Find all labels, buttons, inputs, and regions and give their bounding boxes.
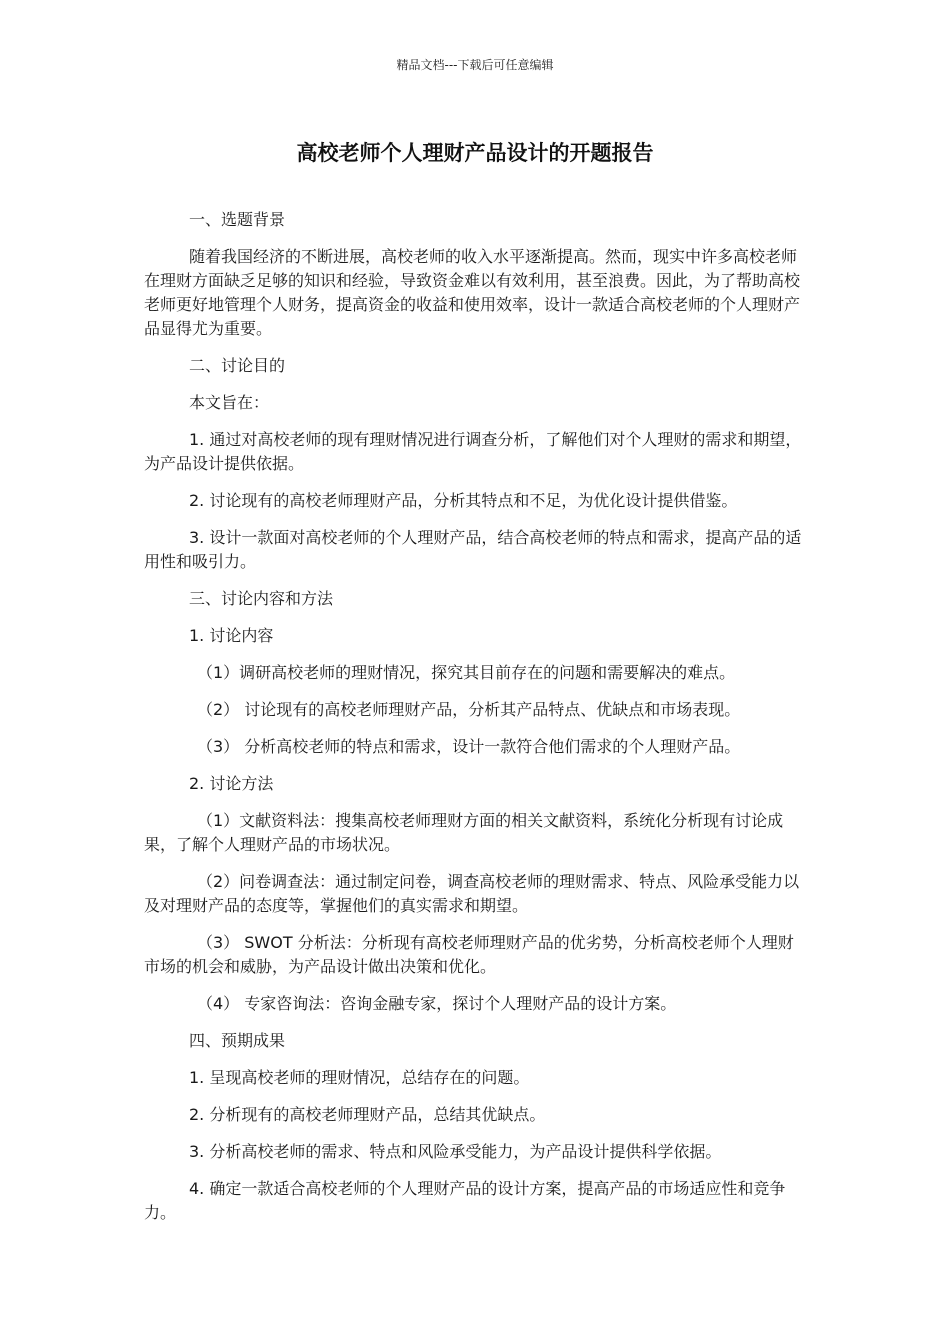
outcome-item-3: 3. 分析高校老师的需求、特点和风险承受能力，为产品设计提供科学依据。 (189, 1142, 722, 1161)
section-heading-purpose: 二、讨论目的 (189, 356, 286, 375)
method-item-3: （3） SWOT 分析法：分析现有高校老师理财产品的优劣势，分析高校老师个人理财市场的机会和威胁，为产品设计做出决策和优化。 (144, 933, 794, 976)
method-item-1: （1）文献资料法：搜集高校老师理财方面的相关文献资料，系统化分析现有讨论成果，了解个人理财产品的市场状况。 (144, 811, 784, 854)
purpose-item-3: 3. 设计一款面对高校老师的个人理财产品，结合高校老师的特点和需求，提高产品的适用性和吸引力。 (144, 528, 802, 571)
purpose-item-2: 2. 讨论现有的高校老师理财产品，分析其特点和不足，为优化设计提供借鉴。 (189, 491, 738, 510)
paragraph-background: 随着我国经济的不断进展，高校老师的收入水平逐渐提高。然而，现实中许多高校老师在理财方面缺乏足够的知识和经验，导致资金难以有效利用，甚至浪费。因此，为了帮助高校老师更好地管理个人财务，提高资金的收益和使用效率，设计一款适合高校老师的个人理财产品显得尤为重要。 (144, 247, 801, 338)
purpose-item-1: 1. 通过对高校老师的现有理财情况进行调查分析，了解他们对个人理财的需求和期望，为产品设计提供依据。 (144, 430, 802, 473)
content-item-1: （1）调研高校老师的理财情况，探究其目前存在的问题和需要解决的难点。 (197, 663, 736, 682)
section-heading-outcomes: 四、预期成果 (189, 1031, 286, 1050)
outcome-item-1: 1. 呈现高校老师的理财情况，总结存在的问题。 (189, 1068, 530, 1087)
method-item-2: （2）问卷调查法：通过制定问卷，调查高校老师的理财需求、特点、风险承受能力以及对理财产品的态度等，掌握他们的真实需求和期望。 (144, 872, 800, 915)
document-body (144, 208, 808, 1238)
section-heading-content-methods: 三、讨论内容和方法 (189, 589, 334, 608)
outcome-item-2: 2. 分析现有的高校老师理财产品，总结其优缺点。 (189, 1105, 546, 1124)
document-title: 高校老师个人理财产品设计的开题报告 (296, 141, 654, 165)
section-heading-background: 一、选题背景 (189, 210, 286, 229)
method-item-4: （4） 专家咨询法：咨询金融专家，探讨个人理财产品的设计方案。 (197, 994, 677, 1013)
content-item-2: （2） 讨论现有的高校老师理财产品，分析其产品特点、优缺点和市场表现。 (197, 700, 741, 719)
paragraph-purpose-intro: 本文旨在： (189, 393, 270, 412)
subheading-content: 1. 讨论内容 (189, 626, 274, 645)
content-item-3: （3） 分析高校老师的特点和需求，设计一款符合他们需求的个人理财产品。 (197, 737, 741, 756)
outcome-item-4: 4. 确定一款适合高校老师的个人理财产品的设计方案，提高产品的市场适应性和竞争力。 (144, 1179, 786, 1222)
subheading-methods: 2. 讨论方法 (189, 774, 274, 793)
page-header: 精品文档---下载后可任意编辑 (396, 58, 554, 72)
